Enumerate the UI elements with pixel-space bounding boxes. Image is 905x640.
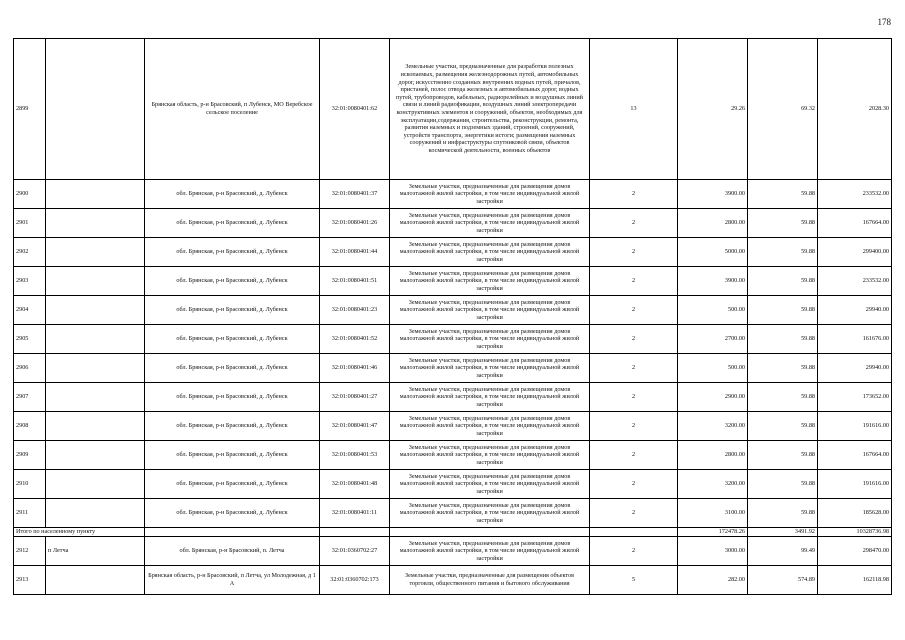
zone-cell: 2: [590, 354, 678, 383]
rate-cell: 59.88: [748, 441, 818, 470]
land-use-cell: Земельные участки, предназначенные для размещения домов малоэтажной жилой застройки, в том числе индивидуальной жилой застройки: [390, 296, 590, 325]
land-use-cell: Земельные участки, предназначенные для размещения домов малоэтажной жилой застройки, в том числе индивидуальной жилой застройки: [390, 470, 590, 499]
cadastral-number-cell: 32:01:0080401:62: [320, 39, 390, 180]
land-use-cell: Земельные участки, предназначенные для размещения домов малоэтажной жилой застройки, в том числе индивидуальной жилой застройки: [390, 209, 590, 238]
zone-cell: 2: [590, 325, 678, 354]
row-number: 2899: [14, 39, 46, 180]
empty-cell: [46, 296, 145, 325]
land-use-cell: Земельные участки, предназначенные для размещения домов малоэтажной жилой застройки, в том числе индивидуальной жилой застройки: [390, 325, 590, 354]
total-area: 172478.26: [678, 528, 748, 537]
cadastral-number-cell: 32:01:0080401:53: [320, 441, 390, 470]
address-cell: обл. Брянская, р-н Брасовский, д. Лубенск: [145, 267, 320, 296]
empty-cell: [46, 470, 145, 499]
empty-cell: [590, 528, 678, 537]
area-cell: 3100.00: [678, 499, 748, 528]
table-row: [14, 499, 892, 528]
rate-cell: 69.32: [748, 39, 818, 180]
area-cell: 282.00: [678, 566, 748, 595]
table-row: [14, 296, 892, 325]
row-number: 2912: [14, 537, 46, 566]
row-number: 2908: [14, 412, 46, 441]
land-use-cell: Земельные участки, предназначенные для размещения домов малоэтажной жилой застройки, в том числе индивидуальной жилой застройки: [390, 412, 590, 441]
table-row: [14, 441, 892, 470]
rate-cell: 59.88: [748, 412, 818, 441]
area-cell: 500.00: [678, 296, 748, 325]
row-number: 2901: [14, 209, 46, 238]
zone-cell: 2: [590, 470, 678, 499]
address-cell: обл. Брянская, р-н Брасовский, д. Лубенск: [145, 383, 320, 412]
row-number: 2909: [14, 441, 46, 470]
value-cell: 191616.00: [818, 412, 892, 441]
land-use-cell: Земельные участки, предназначенные для размещения домов малоэтажной жилой застройки, в том числе индивидуальной жилой застройки: [390, 180, 590, 209]
address-cell: обл. Брянская, р-н Брасовский, д. Лубенск: [145, 412, 320, 441]
zone-cell: 2: [590, 238, 678, 267]
row-number: 2904: [14, 296, 46, 325]
rate-cell: 99.49: [748, 537, 818, 566]
empty-cell: [46, 499, 145, 528]
address-cell: обл. Брянская, р-н Брасовский, д. Лубенск: [145, 238, 320, 267]
zone-cell: 2: [590, 441, 678, 470]
land-use-cell: Земельные участки, предназначенные для размещения домов малоэтажной жилой застройки, в том числе индивидуальной жилой застройки: [390, 383, 590, 412]
cadastral-number-cell: 32:01:0080401:27: [320, 383, 390, 412]
area-cell: 5000.00: [678, 238, 748, 267]
address-cell: обл. Брянская, р-н Брасовский, д. Лубенск: [145, 354, 320, 383]
zone-cell: 2: [590, 267, 678, 296]
cadastral-number-cell: 32:01:0080401:23: [320, 296, 390, 325]
address-cell: обл. Брянская, р-н Брасовский, д. Лубенск: [145, 209, 320, 238]
table-row: [14, 325, 892, 354]
cadastral-number-cell: 32:01:0360702:173: [320, 566, 390, 595]
table-row: [14, 180, 892, 209]
page-number: 178: [877, 17, 891, 27]
empty-cell: [46, 325, 145, 354]
empty-cell: [46, 441, 145, 470]
row-number: 2900: [14, 180, 46, 209]
row-number: 2902: [14, 238, 46, 267]
address-cell: обл. Брянская, р-н Брасовский, п. Летча: [145, 537, 320, 566]
rate-cell: 59.88: [748, 499, 818, 528]
empty-cell: [46, 566, 145, 595]
empty-cell: [145, 528, 320, 537]
cadastral-number-cell: 32:01:0080401:46: [320, 354, 390, 383]
land-use-cell: Земельные участки, предназначенные для размещения домов малоэтажной жилой застройки, в том числе индивидуальной жилой застройки: [390, 537, 590, 566]
value-cell: 191616.00: [818, 470, 892, 499]
empty-cell: [46, 354, 145, 383]
rate-cell: 59.88: [748, 325, 818, 354]
table-row: [14, 470, 892, 499]
rate-cell: 574.89: [748, 566, 818, 595]
area-cell: 29.26: [678, 39, 748, 180]
cadastral-number-cell: 32:01:0080401:48: [320, 470, 390, 499]
total-row: [14, 528, 892, 537]
rate-cell: 59.88: [748, 267, 818, 296]
land-use-cell: Земельные участки, предназначенные для разработки полезных ископаемых, размещения железнодорожных путей, автомобильных дорог, искусственно созданных внутренних водных путей, причалов, пристаней, полос отвода железных и автомобильных дорог, водных путей, трубопроводов, кабельных, радиорелейных и воздушных линий связи и линий радиофикации, воздушных линий электропередачи конструктивных элементов и сооружений, объектов, необходимых для эксплуатации,содержания, строительства, реконструкции, ремонта, развития наземных и подземных зданий, строений, сооружений, устройств транспорта, энергетики истоги; размещения наземных сооружений и инфраструктуры спутниковой связи, объектов космической деятельности, военных объектов: [390, 39, 590, 180]
value-cell: 298470.00: [818, 537, 892, 566]
row-number: 2906: [14, 354, 46, 383]
value-cell: 161676.00: [818, 325, 892, 354]
address-cell: обл. Брянская, р-н Брасовский, д. Лубенск: [145, 180, 320, 209]
area-cell: 3200.00: [678, 412, 748, 441]
value-cell: 167664.00: [818, 209, 892, 238]
address-cell: обл. Брянская, р-н Брасовский, д. Лубенск: [145, 441, 320, 470]
zone-cell: 2: [590, 499, 678, 528]
value-cell: 167664.00: [818, 441, 892, 470]
empty-cell: [46, 39, 145, 180]
zone-cell: 2: [590, 296, 678, 325]
address-cell: обл. Брянская, р-н Брасовский, д. Лубенск: [145, 499, 320, 528]
table-row: [14, 566, 892, 595]
address-cell: Брянская область, р-н Брасовский, п Лубенск, МО Веребское сельское поселение: [145, 39, 320, 180]
address-cell: обл. Брянская, р-н Брасовский, д. Лубенск: [145, 470, 320, 499]
empty-cell: [46, 238, 145, 267]
rate-cell: 59.88: [748, 209, 818, 238]
zone-cell: 2: [590, 180, 678, 209]
table-row: [14, 412, 892, 441]
land-use-cell: Земельные участки, предназначенные для размещения домов малоэтажной жилой застройки, в том числе индивидуальной жилой застройки: [390, 267, 590, 296]
row-number: 2913: [14, 566, 46, 595]
rate-cell: 59.88: [748, 383, 818, 412]
empty-cell: [320, 528, 390, 537]
row-number: 2903: [14, 267, 46, 296]
rate-cell: 59.88: [748, 296, 818, 325]
value-cell: 299400.00: [818, 238, 892, 267]
rate-cell: 59.88: [748, 470, 818, 499]
cadastral-number-cell: 32:01:0080401:47: [320, 412, 390, 441]
cadastral-number-cell: 32:01:0360702:27: [320, 537, 390, 566]
empty-cell: [390, 528, 590, 537]
empty-cell: [46, 383, 145, 412]
area-cell: 3000.00: [678, 537, 748, 566]
table-row: [14, 537, 892, 566]
row-number: 2911: [14, 499, 46, 528]
area-cell: 500.00: [678, 354, 748, 383]
area-cell: 2900.00: [678, 383, 748, 412]
area-cell: 3900.00: [678, 180, 748, 209]
empty-cell: [46, 180, 145, 209]
land-use-cell: Земельные участки, предназначенные для размещения домов малоэтажной жилой застройки, в том числе индивидуальной жилой застройки: [390, 441, 590, 470]
table-row: [14, 238, 892, 267]
zone-cell: 13: [590, 39, 678, 180]
area-cell: 2800.00: [678, 209, 748, 238]
value-cell: 29940.00: [818, 296, 892, 325]
total-value: 10328736.98: [818, 528, 892, 537]
zone-cell: 2: [590, 383, 678, 412]
area-cell: 3200.00: [678, 470, 748, 499]
value-cell: 29940.00: [818, 354, 892, 383]
table-row: [14, 39, 892, 180]
zone-cell: 2: [590, 537, 678, 566]
table-row: [14, 267, 892, 296]
cadastral-number-cell: 32:01:0080401:44: [320, 238, 390, 267]
empty-cell: [46, 209, 145, 238]
rate-cell: 59.88: [748, 180, 818, 209]
rate-cell: 59.88: [748, 238, 818, 267]
value-cell: 173652.00: [818, 383, 892, 412]
value-cell: 2028.30: [818, 39, 892, 180]
empty-cell: [46, 412, 145, 441]
area-cell: 2800.00: [678, 441, 748, 470]
value-cell: 233532.00: [818, 267, 892, 296]
address-cell: обл. Брянская, р-н Брасовский, д. Лубенск: [145, 296, 320, 325]
address-cell: Брянская область, р-н Брасовский, п Летча, ул Молодежная, д 1 А: [145, 566, 320, 595]
table-row: [14, 383, 892, 412]
address-cell: обл. Брянская, р-н Брасовский, д. Лубенск: [145, 325, 320, 354]
row-number: 2907: [14, 383, 46, 412]
zone-cell: 2: [590, 209, 678, 238]
land-use-cell: Земельные участки, предназначенные для размещения домов малоэтажной жилой застройки, в том числе индивидуальной жилой застройки: [390, 499, 590, 528]
empty-cell: [46, 267, 145, 296]
zone-cell: 2: [590, 412, 678, 441]
value-cell: 233532.00: [818, 180, 892, 209]
table-row: [14, 209, 892, 238]
land-use-cell: Земельные участки, предназначенные для размещения объектов торговли, общественного питания и бытового обслуживания: [390, 566, 590, 595]
table-row: [14, 354, 892, 383]
total-rate: 3491.92: [748, 528, 818, 537]
cadastral-number-cell: 32:01:0080401:26: [320, 209, 390, 238]
settlement-name: п Летча: [46, 537, 145, 566]
row-number: 2905: [14, 325, 46, 354]
total-label: Итого по населенному пункту: [14, 528, 145, 537]
area-cell: 3900.00: [678, 267, 748, 296]
zone-cell: 5: [590, 566, 678, 595]
row-number: 2910: [14, 470, 46, 499]
land-use-cell: Земельные участки, предназначенные для размещения домов малоэтажной жилой застройки, в том числе индивидуальной жилой застройки: [390, 354, 590, 383]
cadastral-number-cell: 32:01:0080401:51: [320, 267, 390, 296]
area-cell: 2700.00: [678, 325, 748, 354]
cadastral-number-cell: 32:01:0080401:11: [320, 499, 390, 528]
land-registry-table: [13, 38, 892, 595]
value-cell: 162118.98: [818, 566, 892, 595]
value-cell: 185628.00: [818, 499, 892, 528]
rate-cell: 59.88: [748, 354, 818, 383]
cadastral-number-cell: 32:01:0080401:37: [320, 180, 390, 209]
cadastral-number-cell: 32:01:0080401:52: [320, 325, 390, 354]
land-use-cell: Земельные участки, предназначенные для размещения домов малоэтажной жилой застройки, в том числе индивидуальной жилой застройки: [390, 238, 590, 267]
